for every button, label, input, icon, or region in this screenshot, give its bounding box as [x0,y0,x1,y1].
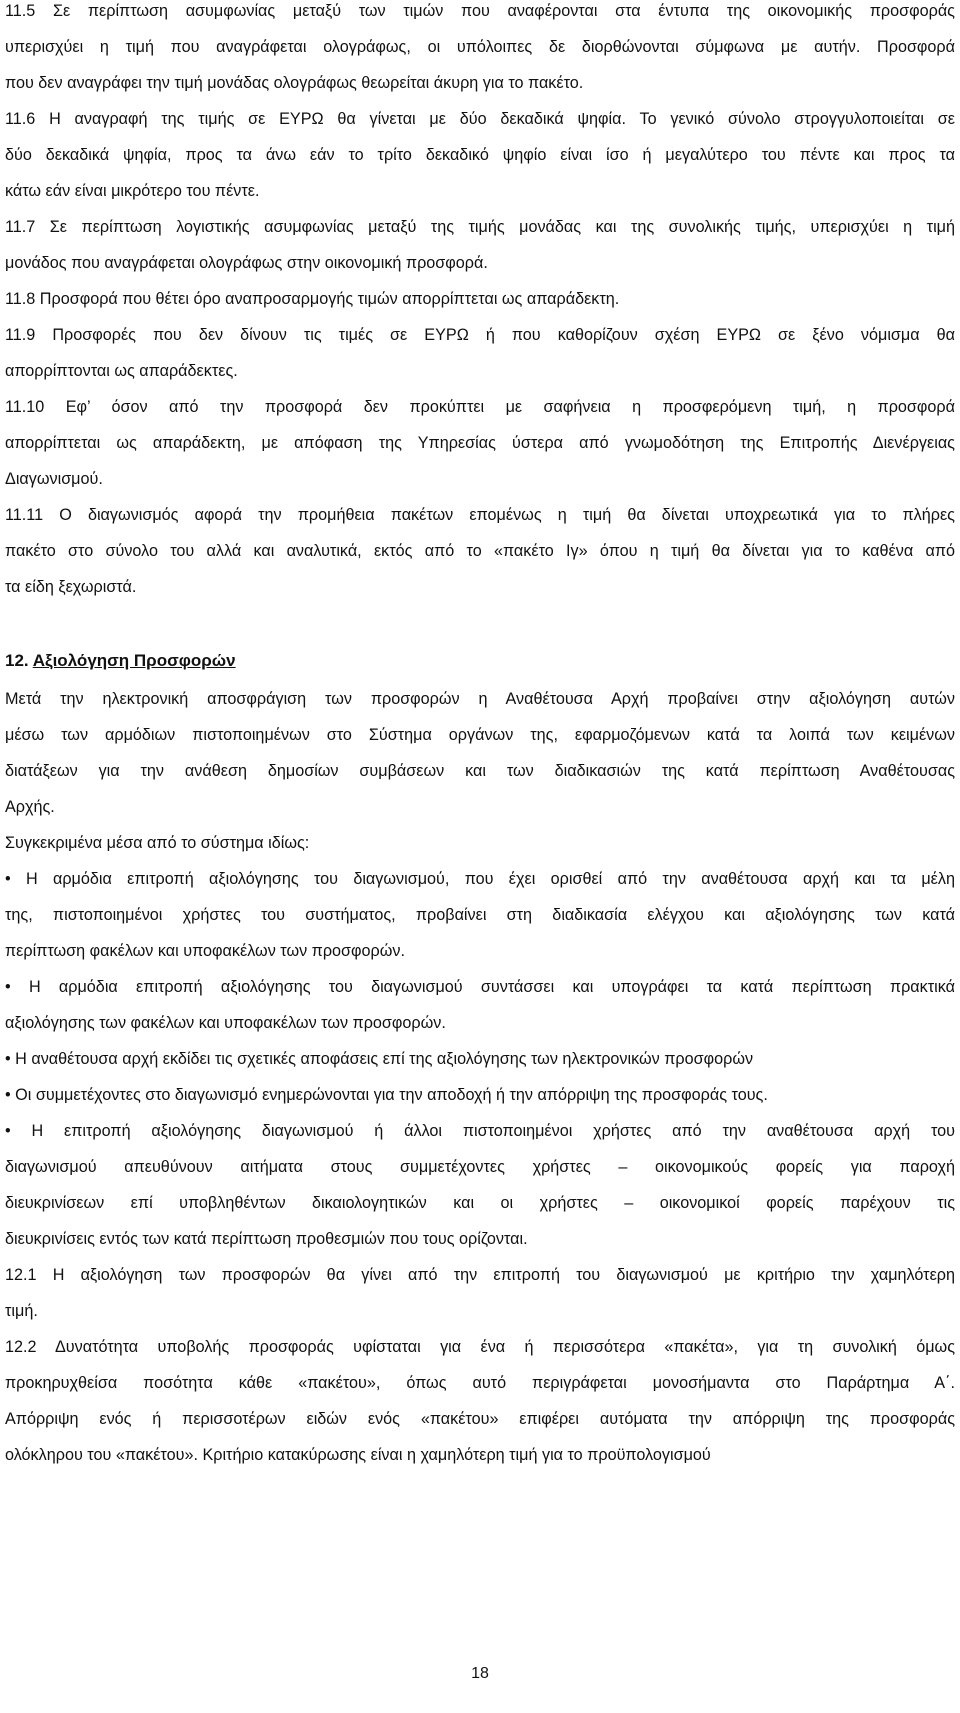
section-number: 12. [5,651,29,670]
paragraph-line: 11.7 Σε περίπτωση λογιστικής ασυμφωνίας μεταξύ της τιμής μονάδας και της συνολικής τιμής, υπερισχύει η τιμή [5,218,955,236]
bullet-line: • Η αναθέτουσα αρχή εκδίδει τις σχετικές αποφάσεις επί της αξιολόγησης των ηλεκτρονικών προσφορών [5,1050,754,1068]
section-heading [5,650,236,672]
paragraph-line: Μετά την ηλεκτρονική αποσφράγιση των προσφορών η Αναθέτουσα Αρχή προβαίνει στην αξιολόγηση αυτών [5,690,955,708]
paragraph-line: 12.2 Δυνατότητα υποβολής προσφοράς υφίσταται για ένα ή περισσότερα «πακέτα», για τη συνολική όμως [5,1338,955,1356]
paragraph-line: 11.6 Η αναγραφή της τιμής σε ΕΥΡΩ θα γίνεται με δύο δεκαδικά ψηφία. Το γενικό σύνολο στρογγυλοποιείται σε [5,110,955,128]
paragraph-line: τα είδη ξεχωριστά. [5,578,137,596]
paragraph-line: Διαγωνισμού. [5,470,103,488]
paragraph-line: 12.1 Η αξιολόγηση των προσφορών θα γίνει από την επιτροπή του διαγωνισμού με κριτήριο την χαμηλότερη [5,1266,955,1284]
paragraph-line: διατάξεων για την ανάθεση δημοσίων συμβάσεων και των διαδικασιών της κατά περίπτωση Αναθέτουσας [5,762,955,780]
paragraph-line: Απόρριψη ενός ή περισσοτέρων ειδών ενός «πακέτου» επιφέρει αυτόματα την απόρριψη της προσφοράς [5,1410,955,1428]
paragraph-line: υπερισχύει η τιμή που αναγράφεται ολογράφως, οι υπόλοιπες δε διορθώνονται σύμφωνα με αυτήν. Προσφορά [5,38,955,56]
paragraph-line: 11.8 Προσφορά που θέτει όρο αναπροσαρμογής τιμών απορρίπτεται ως απαράδεκτη. [5,290,620,308]
paragraph-line: 11.10 Εφ’ όσον από την προσφορά δεν προκύπτει με σαφήνεια η προσφερόμενη τιμή, η προσφορά [5,398,955,416]
paragraph-line: προκηρυχθείσα ποσότητα κάθε «πακέτου», όπως αυτό περιγράφεται μονοσήμαντα στο Παράρτημα Α΄. [5,1374,955,1392]
bullet-line: • Η αρμόδια επιτροπή αξιολόγησης του διαγωνισμού συντάσσει και υπογράφει τα κατά περίπτωση πρακτικά [5,978,955,996]
paragraph-line: διαγωνισμού απευθύνουν αιτήματα στους συμμετέχοντες χρήστες – οικονομικούς φορείς για παροχή [5,1158,955,1176]
paragraph-line: απορρίπτονται ως απαράδεκτες. [5,362,238,380]
bullet-line: • Η αρμόδια επιτροπή αξιολόγησης του διαγωνισμού, που έχει ορισθεί από την αναθέτουσα αρχή και τα μέλη [5,870,955,888]
paragraph-line: που δεν αναγράφει την τιμή μονάδας ολογράφως θεωρείται άκυρη για το πακέτο. [5,74,584,92]
bullet-line: • Η επιτροπή αξιολόγησης διαγωνισμού ή άλλοι πιστοποιημένοι χρήστες από την αναθέτουσα αρχή του [5,1122,955,1140]
paragraph-line: περίπτωση φακέλων και υποφακέλων των προσφορών. [5,942,405,960]
paragraph-line: απορρίπτεται ως απαράδεκτη, με απόφαση της Υπηρεσίας ύστερα από γνωμοδότηση της Επιτροπής Διενέργειας [5,434,955,452]
paragraph-line: τιμή. [5,1302,38,1320]
paragraph-line: πακέτο στο σύνολο του αλλά και αναλυτικά, εκτός από το «πακέτο Ιγ» όπου η τιμή θα δίνεται για το καθένα από [5,542,955,560]
page-number: 18 [471,1665,489,1682]
paragraph-line: αξιολόγησης των φακέλων και υποφακέλων των προσφορών. [5,1014,446,1032]
paragraph-line: 11.11 Ο διαγωνισμός αφορά την προμήθεια πακέτων επομένως η τιμή θα δίνεται υποχρεωτικά για το πλήρες [5,506,955,524]
bullet-line: • Οι συμμετέχοντες στο διαγωνισμό ενημερώνονται για την αποδοχή ή την απόρριψη της προσφοράς τους. [5,1086,768,1104]
paragraph-line: ολόκληρου του «πακέτου». Κριτήριο κατακύρωσης είναι η χαμηλότερη τιμή για το προϋπολογισμού [5,1446,711,1464]
paragraph-line: μονάδος που αναγράφεται ολογράφως στην οικονομική προσφορά. [5,254,488,272]
paragraph-line: 11.9 Προσφορές που δεν δίνουν τις τιμές σε ΕΥΡΩ ή που καθορίζουν σχέση ΕΥΡΩ σε ξένο νόμισμα θα [5,326,955,344]
paragraph-line: κάτω εάν είναι μικρότερο του πέντε. [5,182,260,200]
paragraph-line: διευκρινίσεων επί υποβληθέντων δικαιολογητικών και οι χρήστες – οικονομικοί φορείς παρέχουν τις [5,1194,955,1212]
paragraph-line: της, πιστοποιημένοι χρήστες του συστήματος, προβαίνει στη διαδικασία ελέγχου και αξιολόγησης των κατά [5,906,955,924]
paragraph-line: 11.5 Σε περίπτωση ασυμφωνίας μεταξύ των τιμών που αναφέρονται στα έντυπα της οικονομικής προσφοράς [5,2,955,20]
paragraph-line: Συγκεκριμένα μέσα από το σύστημα ιδίως: [5,834,310,852]
paragraph-line: μέσω των αρμόδιων πιστοποιημένων στο Σύστημα οργάνων της, εφαρμοζόμενων κατά τα λοιπά των κειμένων [5,726,955,744]
paragraph-line: Αρχής. [5,798,55,816]
paragraph-line: δύο δεκαδικά ψηφία, προς τα άνω εάν το τρίτο δεκαδικό ψηφίο είναι ίσο ή μεγαλύτερο του πέντε και προς τα [5,146,955,164]
section-title: Αξιολόγηση Προσφορών [32,651,236,670]
paragraph-line: διευκρινίσεις εντός των κατά περίπτωση προθεσμιών που τους ορίζονται. [5,1230,528,1248]
